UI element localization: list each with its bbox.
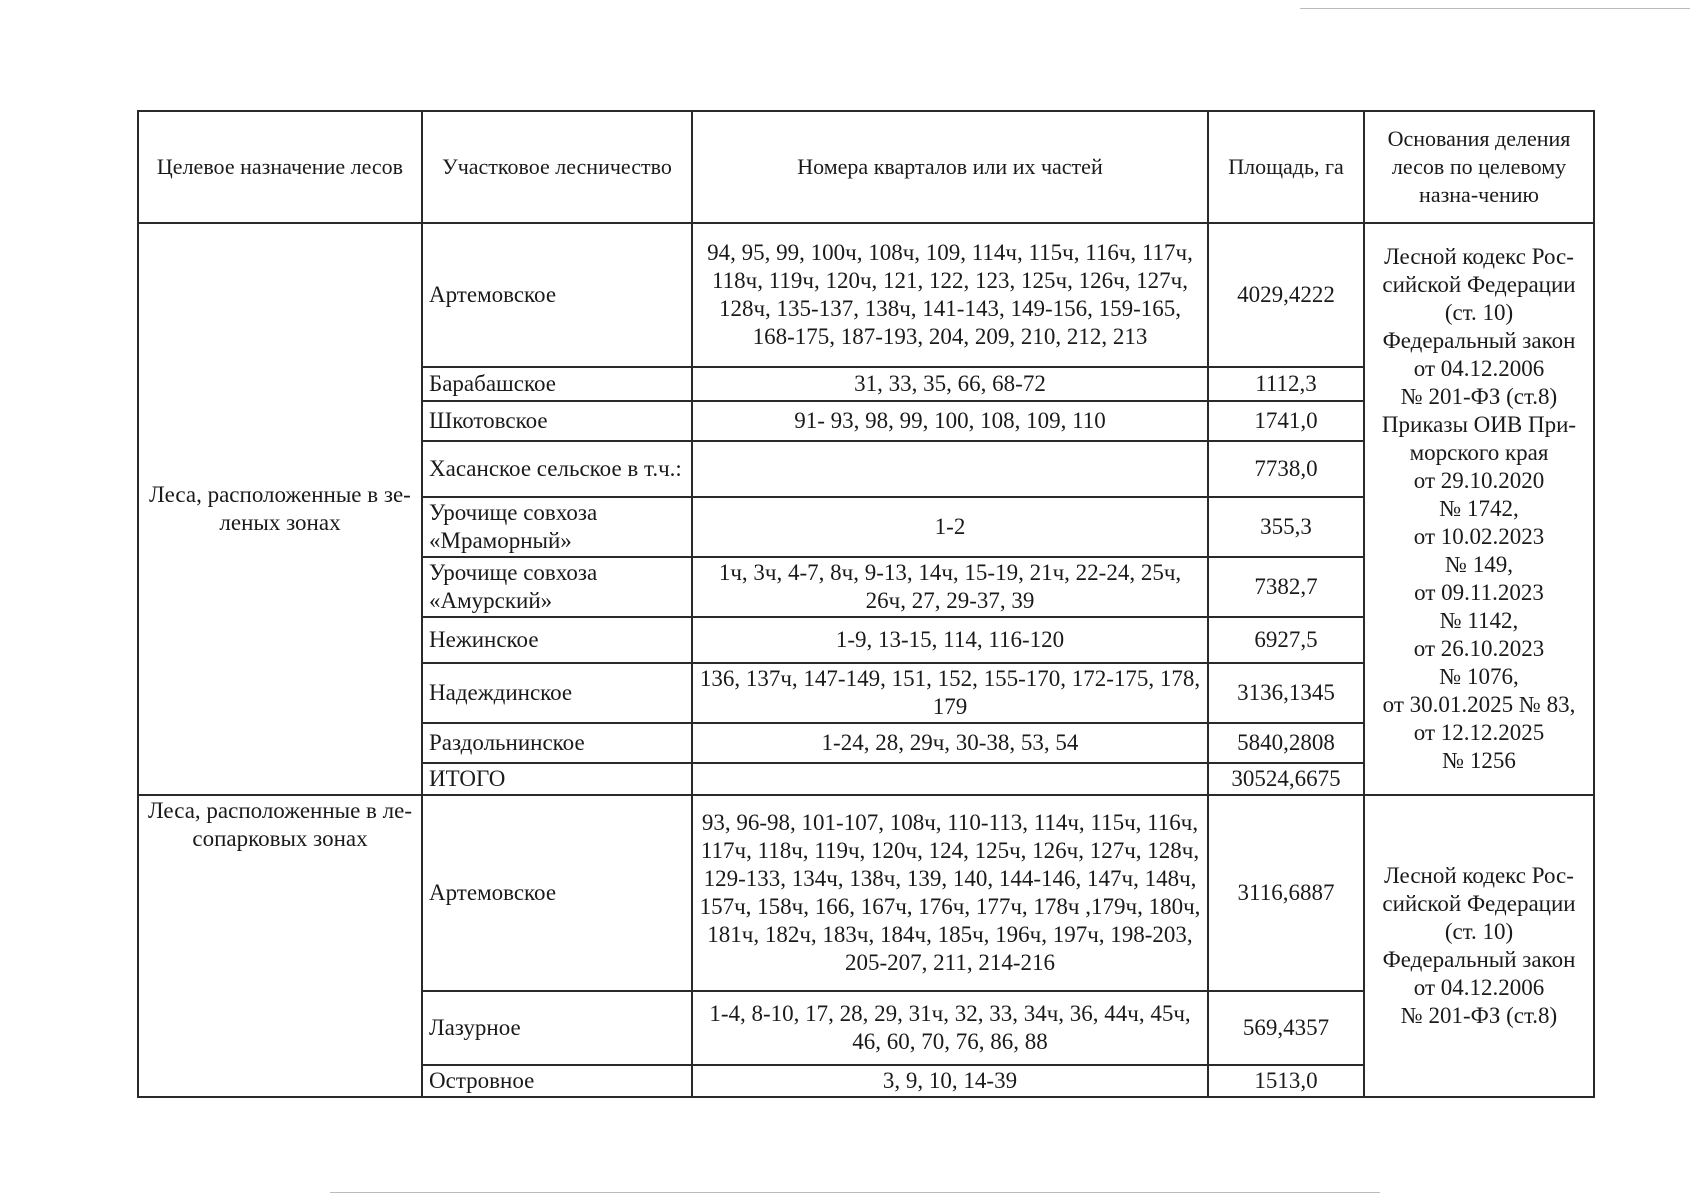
blocks-cell: 93, 96-98, 101-107, 108ч, 110-113, 114ч, 115ч, 116ч, 117ч, 118ч, 119ч, 120ч, 124, 125ч, 126ч, 127ч, 128ч, 129-133, 134ч, 138ч, 139, 140, 144-146, 147ч, 148ч, 157ч, 158ч, 166, 167ч, 176ч, 177ч, 178ч ,179ч, 180ч, 181ч, 182ч, 183ч, 184ч, 185ч, 196ч, 197ч, 198-203, 205-207, 211, 214-216 xyxy=(692,795,1208,991)
area-cell: 6927,5 xyxy=(1208,617,1364,663)
green-zones-purpose: Леса, расположенные в зе-леных зонах xyxy=(138,223,422,795)
header-basis: Основания деления лесов по целевому назна-чению xyxy=(1364,111,1594,223)
blocks-cell: 3, 9, 10, 14-39 xyxy=(692,1065,1208,1097)
area-cell: 3116,6887 xyxy=(1208,795,1364,991)
district-cell: Барабашское xyxy=(422,367,692,401)
basis-line: от 04.12.2006 xyxy=(1413,975,1545,1000)
basis-line: № 1256 xyxy=(1442,748,1516,773)
forest-parks-basis xyxy=(1364,795,1594,1097)
basis-line: № 1076, xyxy=(1439,664,1519,689)
scan-artifact-top xyxy=(1300,8,1690,9)
total-area: 30524,6675 xyxy=(1208,763,1364,795)
green-zones-basis xyxy=(1364,223,1594,795)
blocks-cell: 1-2 xyxy=(692,497,1208,557)
blocks-cell xyxy=(692,441,1208,497)
area-cell: 3136,1345 xyxy=(1208,663,1364,723)
basis-line: № 1742, xyxy=(1439,496,1519,521)
basis-line: от 26.10.2023 xyxy=(1413,636,1545,661)
basis-line: № 1142, xyxy=(1439,608,1519,633)
area-cell: 1513,0 xyxy=(1208,1065,1364,1097)
district-cell: Хасанское сельское в т.ч.: xyxy=(422,441,692,497)
district-cell: Островное xyxy=(422,1065,692,1097)
basis-line: Приказы ОИВ При-морского края xyxy=(1381,412,1577,465)
basis-line: (ст. 10) xyxy=(1444,300,1514,325)
basis-line: от 10.02.2023 xyxy=(1413,524,1545,549)
basis-line: от 29.10.2020 xyxy=(1413,468,1545,493)
basis-line: № 149, xyxy=(1445,552,1513,577)
district-cell: Шкотовское xyxy=(422,401,692,441)
blocks-cell: 1-24, 28, 29ч, 30-38, 53, 54 xyxy=(692,723,1208,763)
basis-line: № 201-ФЗ (ст.8) xyxy=(1400,384,1558,409)
basis-line: Лесной кодекс Рос-сийской Федерации xyxy=(1382,863,1576,916)
basis-line: № 201-ФЗ (ст.8) xyxy=(1400,1003,1558,1028)
area-cell: 1741,0 xyxy=(1208,401,1364,441)
district-cell: Лазурное xyxy=(422,991,692,1065)
table-header-row xyxy=(138,111,1594,223)
area-cell: 1112,3 xyxy=(1208,367,1364,401)
total-label: ИТОГО xyxy=(422,763,692,795)
scan-artifact-bottom xyxy=(330,1192,1380,1193)
header-area: Площадь, га xyxy=(1208,111,1364,223)
table-row xyxy=(138,223,1594,367)
district-cell: Нежинское xyxy=(422,617,692,663)
area-cell: 7738,0 xyxy=(1208,441,1364,497)
blocks-cell: 91- 93, 98, 99, 100, 108, 109, 110 xyxy=(692,401,1208,441)
area-cell: 4029,4222 xyxy=(1208,223,1364,367)
forest-purpose-table xyxy=(137,110,1595,1098)
district-cell: Урочище совхоза «Мраморный» xyxy=(422,497,692,557)
area-cell: 5840,2808 xyxy=(1208,723,1364,763)
basis-line: Лесной кодекс Рос-сийской Федерации xyxy=(1382,244,1576,297)
forest-parks-purpose: Леса, расположенные в ле-сопарковых зонах xyxy=(138,795,422,1097)
basis-line: от 30.01.2025 № 83, xyxy=(1382,692,1576,717)
district-cell: Урочище совхоза «Амурский» xyxy=(422,557,692,617)
blocks-cell: 136, 137ч, 147-149, 151, 152, 155-170, 172-175, 178, 179 xyxy=(692,663,1208,723)
table-row xyxy=(138,795,1594,991)
basis-line: (ст. 10) xyxy=(1444,919,1514,944)
area-cell: 7382,7 xyxy=(1208,557,1364,617)
area-cell: 569,4357 xyxy=(1208,991,1364,1065)
basis-line: Федеральный закон xyxy=(1382,328,1576,353)
basis-line: от 12.12.2025 xyxy=(1413,720,1545,745)
header-blocks: Номера кварталов или их частей xyxy=(692,111,1208,223)
basis-line: Федеральный закон xyxy=(1382,947,1576,972)
blocks-cell: 1-4, 8-10, 17, 28, 29, 31ч, 32, 33, 34ч, 36, 44ч, 45ч, 46, 60, 70, 76, 86, 88 xyxy=(692,991,1208,1065)
header-purpose: Целевое назначение лесов xyxy=(138,111,422,223)
area-cell: 355,3 xyxy=(1208,497,1364,557)
header-district: Участковое лесничество xyxy=(422,111,692,223)
district-cell: Надеждинское xyxy=(422,663,692,723)
blocks-cell: 31, 33, 35, 66, 68-72 xyxy=(692,367,1208,401)
blocks-cell: 94, 95, 99, 100ч, 108ч, 109, 114ч, 115ч, 116ч, 117ч, 118ч, 119ч, 120ч, 121, 122, 123, 125ч, 126ч, 127ч, 128ч, 135-137, 138ч, 141-143, 149-156, 159-165, 168-175, 187-193, 204, 209, 210, 212, 213 xyxy=(692,223,1208,367)
district-cell: Артемовское xyxy=(422,795,692,991)
district-cell: Раздольнинское xyxy=(422,723,692,763)
blocks-cell: 1-9, 13-15, 114, 116-120 xyxy=(692,617,1208,663)
basis-line: от 04.12.2006 xyxy=(1413,356,1545,381)
district-cell: Артемовское xyxy=(422,223,692,367)
total-blocks-empty xyxy=(692,763,1208,795)
basis-line: от 09.11.2023 xyxy=(1414,580,1544,605)
blocks-cell: 1ч, 3ч, 4-7, 8ч, 9-13, 14ч, 15-19, 21ч, 22-24, 25ч, 26ч, 27, 29-37, 39 xyxy=(692,557,1208,617)
